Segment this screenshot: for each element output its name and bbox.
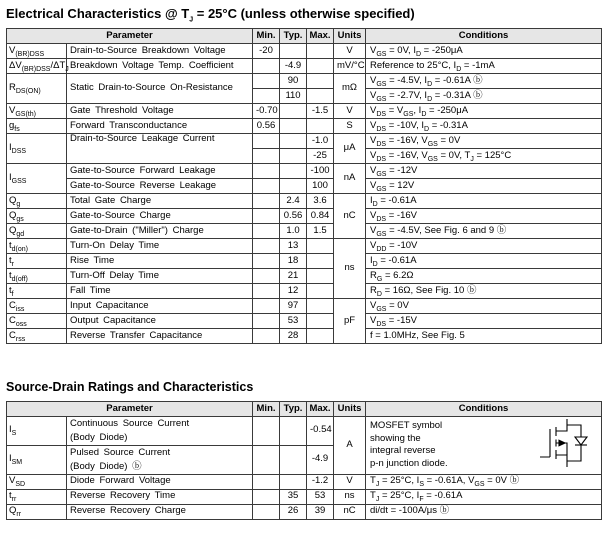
parameter-cell: Input Capacitance [67, 299, 253, 314]
value-cell [253, 314, 280, 329]
value-cell: -100 [307, 164, 334, 179]
table-row [7, 329, 602, 344]
header-cell: Min. [253, 29, 280, 44]
conditions-cell: $V_{GS} = -4.5V$, See Fig. 6 and 9 ⓑ [366, 224, 602, 239]
units-cell: pF [334, 299, 366, 344]
units-cell: nA [334, 164, 366, 194]
electrical-characteristics-body [7, 29, 602, 344]
conditions-cell: $V_{DS} = -10V$, $I_D = -0.31A$ [366, 119, 602, 134]
units-cell: V [334, 44, 366, 59]
value-cell [253, 74, 280, 89]
units-cell: A [334, 417, 366, 475]
symbol-cell: $R_{DS(ON)}$ [7, 74, 67, 104]
value-cell [280, 164, 307, 179]
header-cell: Conditions [366, 29, 602, 44]
conditions-cell: $V_{DS} = -16V$, $V_{GS} = 0V$ [366, 134, 602, 149]
symbol-cell: $g_{fs}$ [7, 119, 67, 134]
value-cell: 26 [280, 504, 307, 519]
value-cell [253, 489, 280, 504]
conditions-cell: $V_{DS} = V_{GS}$, $I_D = -250\mu A$ [366, 104, 602, 119]
value-cell [280, 417, 307, 446]
parameter-cell: Total Gate Charge [67, 194, 253, 209]
table-row [7, 224, 602, 239]
symbol-cell: $t_{rr}$ [7, 489, 67, 504]
value-cell: 53 [307, 489, 334, 504]
value-cell [253, 239, 280, 254]
value-cell: -25 [307, 149, 334, 164]
value-cell: 35 [280, 489, 307, 504]
value-cell: 0.56 [253, 119, 280, 134]
parameter-cell: Drain-to-Source Breakdown Voltage [67, 44, 253, 59]
conditions-cell: $V_{GS} = 0V$, $I_D = -250\mu A$ [366, 44, 602, 59]
header-cell: Units [334, 29, 366, 44]
section-title-electrical-characteristics: Electrical Characteristics @ $T_J = 25^\circ C$ (unless otherwise specified) [6, 6, 415, 24]
value-cell: 0.56 [280, 209, 307, 224]
source-drain-body [7, 402, 602, 520]
body-diode-note [370, 417, 598, 474]
value-cell [307, 269, 334, 284]
conditions-cell: Reference to 25°C, $I_D = -1mA$ [366, 59, 602, 74]
table-row [7, 104, 602, 119]
conditions-cell: $V_{GS} = -4.5V$, $I_D = -0.61A$ ⓑ [366, 74, 602, 89]
value-cell: 28 [280, 329, 307, 344]
symbol-cell: $I_S$ [7, 417, 67, 446]
table-row [7, 474, 602, 489]
symbol-cell: $t_r$ [7, 254, 67, 269]
value-cell: 2.4 [280, 194, 307, 209]
value-cell [307, 119, 334, 134]
conditions-cell: $T_J = 25^\circ C$, $I_S = -0.61A$, $V_{GS} = 0V$ ⓑ [366, 474, 602, 489]
conditions-cell: $V_{DD} = -10V$ [366, 239, 602, 254]
value-cell: 110 [280, 89, 307, 104]
symbol-cell: $V_{(BR)DSS}$ [7, 44, 67, 59]
value-cell [307, 299, 334, 314]
value-cell [307, 44, 334, 59]
value-cell: 3.6 [307, 194, 334, 209]
parameter-cell: Reverse Recovery Charge [67, 504, 253, 519]
value-cell [280, 445, 307, 474]
value-cell: 39 [307, 504, 334, 519]
units-cell: nC [334, 194, 366, 239]
value-cell: -4.9 [280, 59, 307, 74]
table-row [7, 254, 602, 269]
symbol-cell: $Q_g$ [7, 194, 67, 209]
value-cell [307, 284, 334, 299]
parameter-cell: Pulsed Source Current (Body Diode) ⓑ [67, 445, 253, 474]
value-cell [253, 224, 280, 239]
table-row [7, 314, 602, 329]
value-cell [253, 299, 280, 314]
value-cell [307, 239, 334, 254]
value-cell [280, 104, 307, 119]
parameter-cell: Output Capacitance [67, 314, 253, 329]
body-diode-note-text: MOSFET symbol showing the integral reverse p-n junction diode. [370, 419, 448, 470]
value-cell [253, 417, 280, 446]
value-cell [307, 254, 334, 269]
symbol-cell: $Q_{gs}$ [7, 209, 67, 224]
conditions-cell: di/dt = -100A/μs ⓑ [366, 504, 602, 519]
mosfet-body-diode-icon [536, 417, 594, 469]
header-cell: Typ. [280, 29, 307, 44]
symbol-cell: $V_{GS(th)}$ [7, 104, 67, 119]
units-cell: μA [334, 134, 366, 164]
parameter-cell: Static Drain-to-Source On-Resistance [67, 74, 253, 104]
parameter-cell: Reverse Transfer Capacitance [67, 329, 253, 344]
parameter-cell: Rise Time [67, 254, 253, 269]
value-cell [280, 119, 307, 134]
table-row [7, 179, 602, 194]
header-cell: Parameter [7, 402, 253, 417]
value-cell: -1.0 [307, 134, 334, 149]
value-cell [253, 445, 280, 474]
table-row [7, 299, 602, 314]
header-row [7, 402, 602, 417]
value-cell: 100 [307, 179, 334, 194]
parameter-cell: Forward Transconductance [67, 119, 253, 134]
header-cell: Max. [307, 402, 334, 417]
symbol-cell: $Q_{gd}$ [7, 224, 67, 239]
value-cell: -4.9 [307, 445, 334, 474]
conditions-cell: $V_{GS} = -2.7V$, $I_D = -0.31A$ ⓑ [366, 89, 602, 104]
value-cell [253, 149, 280, 164]
parameter-cell: Gate-to-Source Charge [67, 209, 253, 224]
value-cell [253, 474, 280, 489]
value-cell: 1.0 [280, 224, 307, 239]
parameter-cell: Continuous Source Current (Body Diode) [67, 417, 253, 446]
table-row [7, 134, 602, 149]
conditions-cell [366, 417, 602, 475]
units-cell: nC [334, 504, 366, 519]
units-cell: V [334, 104, 366, 119]
table-row [7, 209, 602, 224]
parameter-cell: Gate-to-Drain ("Miller") Charge [67, 224, 253, 239]
value-cell: 1.5 [307, 224, 334, 239]
symbol-cell: $Q_{rr}$ [7, 504, 67, 519]
symbol-cell: $I_{DSS}$ [7, 134, 67, 164]
value-cell [253, 164, 280, 179]
header-cell: Units [334, 402, 366, 417]
value-cell: 12 [280, 284, 307, 299]
parameter-cell: Fall Time [67, 284, 253, 299]
conditions-cell: $I_D = -0.61A$ [366, 254, 602, 269]
units-cell: S [334, 119, 366, 134]
parameter-cell: Turn-On Delay Time [67, 239, 253, 254]
value-cell: 53 [280, 314, 307, 329]
conditions-cell: $V_{DS} = -16V$, $V_{GS} = 0V$, $T_J = 125^\circ C$ [366, 149, 602, 164]
value-cell [307, 329, 334, 344]
conditions-cell: $V_{GS} = 0V$ [366, 299, 602, 314]
table-row [7, 119, 602, 134]
value-cell [280, 474, 307, 489]
value-cell: -0.54 [307, 417, 334, 446]
value-cell: 13 [280, 239, 307, 254]
symbol-cell: $I_{GSS}$ [7, 164, 67, 194]
value-cell [253, 254, 280, 269]
symbol-cell: $\Delta V_{(BR)DSS}/\Delta T_J$ [7, 59, 67, 74]
value-cell [253, 284, 280, 299]
conditions-cell: $V_{GS} = -12V$ [366, 164, 602, 179]
table-row [7, 489, 602, 504]
value-cell [253, 59, 280, 74]
symbol-cell: $C_{oss}$ [7, 314, 67, 329]
parameter-cell: Reverse Recovery Time [67, 489, 253, 504]
conditions-cell: $R_D = 16\Omega$, See Fig. 10 ⓑ [366, 284, 602, 299]
parameter-cell: Turn-Off Delay Time [67, 269, 253, 284]
value-cell [280, 149, 307, 164]
header-cell: Parameter [7, 29, 253, 44]
table-row [7, 504, 602, 519]
table-row [7, 284, 602, 299]
value-cell [280, 179, 307, 194]
value-cell: 21 [280, 269, 307, 284]
value-cell: 90 [280, 74, 307, 89]
symbol-cell: $t_{d(off)}$ [7, 269, 67, 284]
parameter-cell: Diode Forward Voltage [67, 474, 253, 489]
value-cell [253, 504, 280, 519]
table-row [7, 417, 602, 446]
conditions-cell: $V_{DS} = -16V$ [366, 209, 602, 224]
value-cell: -20 [253, 44, 280, 59]
units-cell: V [334, 474, 366, 489]
units-cell: mV/°C [334, 59, 366, 74]
value-cell [307, 89, 334, 104]
value-cell [253, 89, 280, 104]
symbol-cell: $t_f$ [7, 284, 67, 299]
electrical-characteristics-table [6, 28, 602, 344]
parameter-cell: Gate Threshold Voltage [67, 104, 253, 119]
conditions-cell: $I_D = -0.61A$ [366, 194, 602, 209]
parameter-cell: Gate-to-Source Reverse Leakage [67, 179, 253, 194]
table-row [7, 269, 602, 284]
table-row [7, 194, 602, 209]
value-cell [253, 134, 280, 149]
units-cell: ns [334, 239, 366, 299]
conditions-cell: f = 1.0MHz, See Fig. 5 [366, 329, 602, 344]
value-cell [307, 74, 334, 89]
value-cell: 18 [280, 254, 307, 269]
symbol-cell: $V_{SD}$ [7, 474, 67, 489]
table-row [7, 239, 602, 254]
value-cell [307, 59, 334, 74]
value-cell: -1.5 [307, 104, 334, 119]
conditions-cell: $R_G = 6.2\Omega$ [366, 269, 602, 284]
table-row [7, 164, 602, 179]
header-cell: Typ. [280, 402, 307, 417]
value-cell [280, 44, 307, 59]
parameter-cell: Breakdown Voltage Temp. Coefficient [67, 59, 253, 74]
units-cell: ns [334, 489, 366, 504]
value-cell: 97 [280, 299, 307, 314]
table-row [7, 74, 602, 89]
value-cell: 0.84 [307, 209, 334, 224]
parameter-cell: Drain-to-Source Leakage Current [67, 134, 253, 164]
source-drain-table [6, 401, 602, 520]
header-row [7, 29, 602, 44]
value-cell [253, 209, 280, 224]
value-cell [280, 134, 307, 149]
section-title-source-drain: Source-Drain Ratings and Characteristics [6, 380, 254, 394]
table-row [7, 59, 602, 74]
value-cell [253, 329, 280, 344]
symbol-cell: $I_{SM}$ [7, 445, 67, 474]
mosfet-symbol-wrap [536, 417, 594, 474]
parameter-cell: Gate-to-Source Forward Leakage [67, 164, 253, 179]
conditions-cell: $V_{GS} = 12V$ [366, 179, 602, 194]
conditions-cell: $T_J = 25^\circ C$, $I_F = -0.61A$ [366, 489, 602, 504]
header-cell: Conditions [366, 402, 602, 417]
value-cell [253, 194, 280, 209]
table-row [7, 44, 602, 59]
value-cell [253, 269, 280, 284]
header-cell: Min. [253, 402, 280, 417]
header-cell: Max. [307, 29, 334, 44]
symbol-cell: $t_{d(on)}$ [7, 239, 67, 254]
value-cell: -1.2 [307, 474, 334, 489]
units-cell: mΩ [334, 74, 366, 104]
value-cell [307, 314, 334, 329]
symbol-cell: $C_{rss}$ [7, 329, 67, 344]
conditions-cell: $V_{DS} = -15V$ [366, 314, 602, 329]
value-cell [253, 179, 280, 194]
symbol-cell: $C_{iss}$ [7, 299, 67, 314]
value-cell: -0.70 [253, 104, 280, 119]
